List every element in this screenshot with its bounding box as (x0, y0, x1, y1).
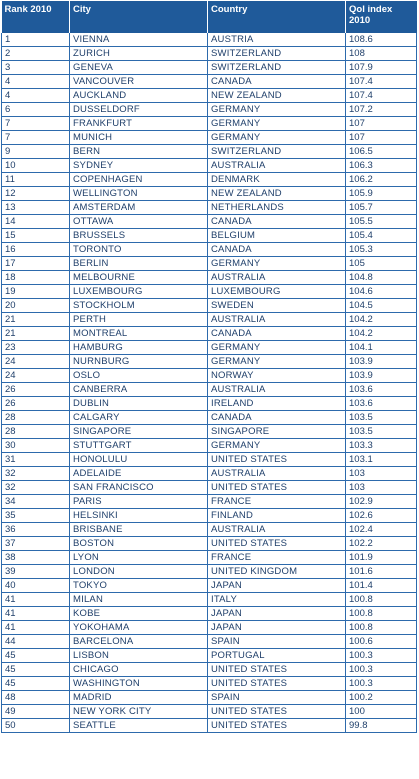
cell-qol-index: 104.8 (346, 271, 417, 285)
cell-qol-index: 107 (346, 117, 417, 131)
table-row (2, 607, 417, 621)
cell-qol-index: 100.3 (346, 663, 417, 677)
cell-city: TORONTO (70, 243, 208, 257)
table-row (2, 47, 417, 61)
table-row (2, 439, 417, 453)
cell-city: ZURICH (70, 47, 208, 61)
header-city: City (70, 1, 208, 33)
cell-city: HONOLULU (70, 453, 208, 467)
table-row (2, 61, 417, 75)
cell-qol-index: 104.6 (346, 285, 417, 299)
cell-country: NEW ZEALAND (208, 89, 346, 103)
cell-country: JAPAN (208, 607, 346, 621)
cell-country: GERMANY (208, 257, 346, 271)
cell-rank: 18 (2, 271, 70, 285)
cell-rank: 15 (2, 229, 70, 243)
quality-of-life-ranking-table (1, 1, 417, 733)
cell-rank: 14 (2, 215, 70, 229)
cell-city: WASHINGTON (70, 677, 208, 691)
cell-qol-index: 102.9 (346, 495, 417, 509)
cell-qol-index: 105.7 (346, 201, 417, 215)
table-row (2, 173, 417, 187)
cell-rank: 21 (2, 313, 70, 327)
cell-country: FRANCE (208, 551, 346, 565)
cell-rank: 23 (2, 341, 70, 355)
cell-qol-index: 107.9 (346, 61, 417, 75)
cell-rank: 6 (2, 103, 70, 117)
cell-qol-index: 106.2 (346, 173, 417, 187)
table-row (2, 75, 417, 89)
cell-country: SWEDEN (208, 299, 346, 313)
cell-rank: 39 (2, 565, 70, 579)
cell-country: AUSTRIA (208, 33, 346, 47)
cell-rank: 26 (2, 397, 70, 411)
cell-rank: 41 (2, 593, 70, 607)
cell-rank: 1 (2, 33, 70, 47)
table-row (2, 243, 417, 257)
cell-city: STUTTGART (70, 439, 208, 453)
table-row (2, 33, 417, 47)
cell-qol-index: 100.8 (346, 607, 417, 621)
table-row (2, 89, 417, 103)
cell-qol-index: 103.1 (346, 453, 417, 467)
cell-rank: 35 (2, 509, 70, 523)
cell-rank: 13 (2, 201, 70, 215)
table-header (2, 1, 417, 33)
cell-city: HAMBURG (70, 341, 208, 355)
cell-qol-index: 105.4 (346, 229, 417, 243)
cell-country: NETHERLANDS (208, 201, 346, 215)
cell-country: FRANCE (208, 495, 346, 509)
header-rank: Rank 2010 (2, 1, 70, 33)
cell-city: LONDON (70, 565, 208, 579)
cell-city: TOKYO (70, 579, 208, 593)
table-row (2, 523, 417, 537)
table-row (2, 341, 417, 355)
cell-city: MADRID (70, 691, 208, 705)
cell-qol-index: 103 (346, 467, 417, 481)
table-row (2, 593, 417, 607)
cell-city: YOKOHAMA (70, 621, 208, 635)
cell-country: AUSTRALIA (208, 383, 346, 397)
table-row (2, 215, 417, 229)
cell-city: CHICAGO (70, 663, 208, 677)
cell-rank: 11 (2, 173, 70, 187)
table-row (2, 621, 417, 635)
cell-city: CALGARY (70, 411, 208, 425)
cell-country: DENMARK (208, 173, 346, 187)
cell-city: MUNICH (70, 131, 208, 145)
cell-city: CANBERRA (70, 383, 208, 397)
table-row (2, 467, 417, 481)
cell-country: GERMANY (208, 439, 346, 453)
cell-qol-index: 100.8 (346, 593, 417, 607)
cell-qol-index: 103.5 (346, 411, 417, 425)
cell-qol-index: 108.6 (346, 33, 417, 47)
cell-rank: 30 (2, 439, 70, 453)
cell-country: SPAIN (208, 691, 346, 705)
cell-country: IRELAND (208, 397, 346, 411)
cell-qol-index: 101.4 (346, 579, 417, 593)
cell-qol-index: 100 (346, 705, 417, 719)
table-row (2, 453, 417, 467)
cell-country: GERMANY (208, 341, 346, 355)
cell-country: CANADA (208, 243, 346, 257)
cell-city: GENEVA (70, 61, 208, 75)
table-row (2, 145, 417, 159)
table-row (2, 355, 417, 369)
cell-city: AUCKLAND (70, 89, 208, 103)
table-row (2, 551, 417, 565)
table-row (2, 187, 417, 201)
cell-city: KOBE (70, 607, 208, 621)
cell-city: SINGAPORE (70, 425, 208, 439)
cell-rank: 7 (2, 131, 70, 145)
cell-qol-index: 100.8 (346, 621, 417, 635)
cell-country: SINGAPORE (208, 425, 346, 439)
cell-country: SWITZERLAND (208, 145, 346, 159)
cell-city: OTTAWA (70, 215, 208, 229)
cell-country: ITALY (208, 593, 346, 607)
header-row (2, 1, 417, 33)
cell-city: BOSTON (70, 537, 208, 551)
cell-qol-index: 100.3 (346, 677, 417, 691)
table-row (2, 677, 417, 691)
cell-rank: 34 (2, 495, 70, 509)
cell-city: BRISBANE (70, 523, 208, 537)
cell-rank: 44 (2, 635, 70, 649)
header-country: Country (208, 1, 346, 33)
cell-country: AUSTRALIA (208, 467, 346, 481)
cell-city: LYON (70, 551, 208, 565)
cell-qol-index: 104.2 (346, 327, 417, 341)
cell-qol-index: 101.9 (346, 551, 417, 565)
table-row (2, 313, 417, 327)
table-row (2, 397, 417, 411)
cell-qol-index: 103.6 (346, 383, 417, 397)
cell-rank: 45 (2, 663, 70, 677)
table-row (2, 271, 417, 285)
cell-rank: 19 (2, 285, 70, 299)
cell-city: NEW YORK CITY (70, 705, 208, 719)
cell-rank: 26 (2, 383, 70, 397)
cell-qol-index: 103.3 (346, 439, 417, 453)
cell-qol-index: 107.4 (346, 89, 417, 103)
cell-rank: 32 (2, 467, 70, 481)
cell-rank: 16 (2, 243, 70, 257)
cell-country: GERMANY (208, 355, 346, 369)
cell-qol-index: 102.6 (346, 509, 417, 523)
cell-city: MILAN (70, 593, 208, 607)
cell-rank: 24 (2, 369, 70, 383)
table-row (2, 705, 417, 719)
cell-country: PORTUGAL (208, 649, 346, 663)
cell-city: HELSINKI (70, 509, 208, 523)
cell-city: ADELAIDE (70, 467, 208, 481)
cell-rank: 45 (2, 649, 70, 663)
cell-qol-index: 105 (346, 257, 417, 271)
cell-rank: 38 (2, 551, 70, 565)
cell-qol-index: 102.2 (346, 537, 417, 551)
cell-qol-index: 100.3 (346, 649, 417, 663)
cell-country: UNITED STATES (208, 481, 346, 495)
cell-country: LUXEMBOURG (208, 285, 346, 299)
cell-rank: 28 (2, 425, 70, 439)
table-row (2, 481, 417, 495)
cell-qol-index: 104.5 (346, 299, 417, 313)
cell-country: UNITED STATES (208, 677, 346, 691)
cell-qol-index: 103.9 (346, 355, 417, 369)
cell-qol-index: 105.9 (346, 187, 417, 201)
cell-country: AUSTRALIA (208, 523, 346, 537)
table-row (2, 537, 417, 551)
cell-country: AUSTRALIA (208, 159, 346, 173)
table-body (2, 33, 417, 733)
cell-country: UNITED STATES (208, 453, 346, 467)
table-row (2, 229, 417, 243)
ranking-table-container (1, 1, 416, 733)
cell-city: LUXEMBOURG (70, 285, 208, 299)
cell-rank: 36 (2, 523, 70, 537)
cell-country: JAPAN (208, 621, 346, 635)
table-row (2, 495, 417, 509)
cell-rank: 17 (2, 257, 70, 271)
cell-qol-index: 103 (346, 481, 417, 495)
cell-city: MONTREAL (70, 327, 208, 341)
cell-qol-index: 100.6 (346, 635, 417, 649)
cell-qol-index: 107 (346, 131, 417, 145)
table-row (2, 369, 417, 383)
table-row (2, 131, 417, 145)
table-row (2, 159, 417, 173)
cell-country: CANADA (208, 327, 346, 341)
cell-country: NEW ZEALAND (208, 187, 346, 201)
header-qol-index (346, 1, 417, 33)
cell-qol-index: 104.2 (346, 313, 417, 327)
cell-qol-index: 103.9 (346, 369, 417, 383)
table-row (2, 649, 417, 663)
cell-city: VANCOUVER (70, 75, 208, 89)
cell-city: LISBON (70, 649, 208, 663)
cell-rank: 37 (2, 537, 70, 551)
cell-city: OSLO (70, 369, 208, 383)
cell-country: GERMANY (208, 131, 346, 145)
table-row (2, 663, 417, 677)
cell-rank: 40 (2, 579, 70, 593)
cell-qol-index: 107.4 (346, 75, 417, 89)
table-row (2, 103, 417, 117)
cell-rank: 10 (2, 159, 70, 173)
cell-city: SAN FRANCISCO (70, 481, 208, 495)
table-row (2, 425, 417, 439)
cell-qol-index: 107.2 (346, 103, 417, 117)
cell-country: UNITED STATES (208, 663, 346, 677)
table-row (2, 691, 417, 705)
cell-city: BERLIN (70, 257, 208, 271)
cell-qol-index: 99.8 (346, 719, 417, 733)
cell-country: CANADA (208, 411, 346, 425)
cell-rank: 4 (2, 75, 70, 89)
cell-country: UNITED KINGDOM (208, 565, 346, 579)
cell-city: SEATTLE (70, 719, 208, 733)
cell-rank: 31 (2, 453, 70, 467)
cell-country: GERMANY (208, 103, 346, 117)
table-row (2, 299, 417, 313)
cell-city: DUBLIN (70, 397, 208, 411)
cell-city: PERTH (70, 313, 208, 327)
cell-country: CANADA (208, 215, 346, 229)
cell-city: WELLINGTON (70, 187, 208, 201)
table-row (2, 327, 417, 341)
cell-country: NORWAY (208, 369, 346, 383)
table-row (2, 565, 417, 579)
cell-rank: 50 (2, 719, 70, 733)
header-qol-line2: 2010 (349, 15, 371, 26)
cell-city: NURNBURG (70, 355, 208, 369)
table-row (2, 635, 417, 649)
cell-rank: 48 (2, 691, 70, 705)
cell-rank: 21 (2, 327, 70, 341)
table-row (2, 383, 417, 397)
cell-country: BELGIUM (208, 229, 346, 243)
cell-qol-index: 105.5 (346, 215, 417, 229)
cell-rank: 4 (2, 89, 70, 103)
cell-city: BRUSSELS (70, 229, 208, 243)
table-row (2, 509, 417, 523)
cell-country: AUSTRALIA (208, 313, 346, 327)
cell-rank: 45 (2, 677, 70, 691)
table-row (2, 411, 417, 425)
cell-qol-index: 104.1 (346, 341, 417, 355)
cell-city: STOCKHOLM (70, 299, 208, 313)
cell-country: UNITED STATES (208, 719, 346, 733)
cell-qol-index: 103.5 (346, 425, 417, 439)
cell-qol-index: 102.4 (346, 523, 417, 537)
cell-qol-index: 108 (346, 47, 417, 61)
cell-country: FINLAND (208, 509, 346, 523)
cell-city: VIENNA (70, 33, 208, 47)
cell-qol-index: 100.2 (346, 691, 417, 705)
table-row (2, 117, 417, 131)
cell-rank: 28 (2, 411, 70, 425)
cell-rank: 2 (2, 47, 70, 61)
table-row (2, 201, 417, 215)
table-row (2, 285, 417, 299)
cell-qol-index: 106.5 (346, 145, 417, 159)
table-row (2, 257, 417, 271)
cell-city: AMSTERDAM (70, 201, 208, 215)
cell-country: SPAIN (208, 635, 346, 649)
cell-city: PARIS (70, 495, 208, 509)
cell-city: COPENHAGEN (70, 173, 208, 187)
cell-country: UNITED STATES (208, 705, 346, 719)
cell-rank: 24 (2, 355, 70, 369)
table-row (2, 719, 417, 733)
cell-country: CANADA (208, 75, 346, 89)
cell-rank: 41 (2, 607, 70, 621)
cell-country: JAPAN (208, 579, 346, 593)
cell-country: SWITZERLAND (208, 61, 346, 75)
cell-city: FRANKFURT (70, 117, 208, 131)
table-row (2, 579, 417, 593)
cell-city: SYDNEY (70, 159, 208, 173)
cell-rank: 12 (2, 187, 70, 201)
cell-rank: 3 (2, 61, 70, 75)
header-qol-line1: Qol index (349, 4, 393, 15)
cell-country: SWITZERLAND (208, 47, 346, 61)
cell-rank: 49 (2, 705, 70, 719)
cell-city: BARCELONA (70, 635, 208, 649)
cell-qol-index: 101.6 (346, 565, 417, 579)
cell-qol-index: 103.6 (346, 397, 417, 411)
cell-qol-index: 105.3 (346, 243, 417, 257)
cell-rank: 32 (2, 481, 70, 495)
cell-country: GERMANY (208, 117, 346, 131)
cell-country: UNITED STATES (208, 537, 346, 551)
cell-city: BERN (70, 145, 208, 159)
cell-city: MELBOURNE (70, 271, 208, 285)
cell-rank: 7 (2, 117, 70, 131)
cell-city: DUSSELDORF (70, 103, 208, 117)
cell-rank: 9 (2, 145, 70, 159)
cell-rank: 41 (2, 621, 70, 635)
cell-qol-index: 106.3 (346, 159, 417, 173)
cell-rank: 20 (2, 299, 70, 313)
cell-country: AUSTRALIA (208, 271, 346, 285)
